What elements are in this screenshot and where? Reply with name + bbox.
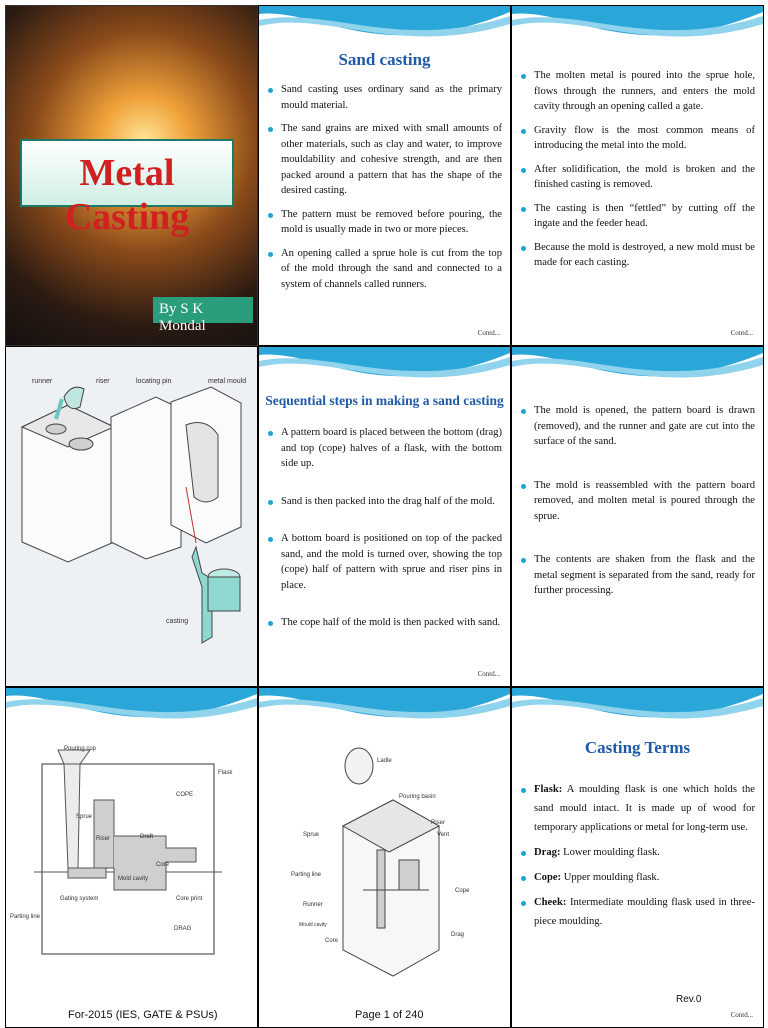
label-riser: riser bbox=[96, 378, 110, 385]
contd-label: Contd... bbox=[730, 329, 753, 337]
bullet-item: Gravity flow is the most common means of introducing the metal into the mold. bbox=[520, 123, 755, 154]
bullet-item: The contents are shaken from the flask and the metal segment is separated from the sand, ready for further processing. bbox=[520, 552, 755, 599]
label-mould-cavity: Mould cavity bbox=[299, 922, 327, 928]
bullet-item: An opening called a sprue hole is cut from the top of the mold through the sand and connected to a system of channels called runners. bbox=[267, 246, 502, 293]
slide-title: Sand casting bbox=[338, 50, 431, 69]
label-flask: Flask bbox=[218, 770, 233, 776]
slide-5-sequential-steps bbox=[258, 346, 511, 687]
slide-title: Casting Terms bbox=[584, 738, 691, 757]
label-sprue: Sprue bbox=[303, 832, 320, 838]
label-draft: Draft bbox=[140, 834, 154, 840]
slide-7-mould-section-diagram bbox=[5, 687, 258, 1028]
label-drag: Drag bbox=[451, 932, 465, 938]
bullet-item: The mold is reassembled with the pattern board removed, and molten metal is poured through the sprue. bbox=[520, 478, 755, 525]
slide-2-sand-casting bbox=[258, 5, 511, 346]
slide-9-casting-terms bbox=[511, 687, 764, 1028]
label-core: Core bbox=[325, 938, 339, 944]
slide-8-mould-3d-diagram bbox=[258, 687, 511, 1028]
slide-3-sand-casting-continued bbox=[511, 5, 764, 346]
label-mold-cavity: Mold cavity bbox=[118, 876, 149, 882]
author-badge bbox=[153, 297, 253, 334]
bullet-item: Sand casting uses ordinary sand as the primary mould material. bbox=[267, 82, 502, 113]
bullet-list bbox=[267, 425, 502, 639]
header-wave bbox=[6, 688, 257, 748]
footer-note: For-2015 (IES, GATE & PSUs) bbox=[68, 1009, 218, 1021]
bullet-item: After solidification, the mold is broken and the finished casting is removed. bbox=[520, 162, 755, 193]
bullet-item: The sand grains are mixed with small amounts of other materials, such as clay and water, to improve mouldability and cohesive strength, and are then packed around a pattern that has the shape of the desired casting. bbox=[267, 121, 502, 199]
bullet-list bbox=[267, 82, 502, 300]
contd-label: Contd... bbox=[730, 1011, 753, 1019]
sand-mould-3d-diagram bbox=[259, 740, 510, 980]
bullet-item: Because the mold is destroyed, a new mold must be made for each casting. bbox=[520, 240, 755, 271]
header-wave bbox=[512, 6, 763, 66]
label-riser: Riser bbox=[96, 836, 111, 842]
presentation-title: Metal Casting bbox=[64, 152, 190, 238]
slide-6-sequential-steps-continued bbox=[511, 346, 764, 687]
bullet-item: The molten metal is poured into the sprue hole, flows through the runners, and enters the mold cavity through an opening called a gate. bbox=[520, 68, 755, 115]
permanent-mould-diagram bbox=[6, 347, 257, 686]
page-number: Page 1 of 240 bbox=[355, 1009, 424, 1021]
label-core: Core bbox=[156, 862, 170, 868]
header-wave bbox=[512, 347, 763, 407]
slide-1-title bbox=[5, 5, 258, 346]
bullet-item: Sand is then packed into the drag half of the mold. bbox=[267, 494, 502, 510]
bullet-item: A bottom board is positioned on top of the packed sand, and the mold is turned over, showing the top (cope) half of pattern with sprue and riser pins in place. bbox=[267, 531, 502, 593]
sand-mould-section-diagram bbox=[6, 740, 257, 970]
header-wave bbox=[259, 688, 510, 748]
terms-list bbox=[520, 780, 755, 939]
bullet-item: The casting is then “fettled” by cutting off the ingate and the feeder head. bbox=[520, 201, 755, 232]
author-name: By S K Mondal bbox=[159, 301, 206, 334]
label-parting-line: Parting line bbox=[291, 872, 322, 878]
label-gating-system: Gating system bbox=[60, 896, 99, 902]
label-metal-mould: metal mould bbox=[208, 378, 247, 385]
label-runner: runner bbox=[32, 378, 53, 385]
label-locating-pin: locating pin bbox=[136, 378, 172, 385]
slide-title: Sequential steps in making a sand casting bbox=[265, 393, 504, 408]
label-vent: Vent bbox=[437, 832, 450, 838]
label-pouring-basin: Pouring basin bbox=[399, 794, 436, 800]
label-cope: Cope bbox=[455, 888, 470, 894]
label-core-print: Core print bbox=[176, 896, 203, 902]
term-item: Cheek: Intermediate moulding flask used in three-piece moulding. bbox=[520, 893, 755, 931]
title-banner bbox=[20, 139, 234, 238]
label-pouring-cup: Pouring cup bbox=[64, 746, 97, 752]
label-sprue: Sprue bbox=[76, 814, 93, 820]
label-drag: DRAG bbox=[174, 926, 192, 932]
bullet-item: The cope half of the mold is then packed with sand. bbox=[267, 615, 502, 631]
bullet-item: The mold is opened, the pattern board is drawn (removed), and the runner and gate are cut into the surface of the sand. bbox=[520, 403, 755, 450]
bullet-item: The pattern must be removed before pouring, the mold is usually made in two or more pieces. bbox=[267, 207, 502, 238]
label-parting-line: Parting line bbox=[10, 914, 41, 920]
label-riser: Riser bbox=[431, 820, 446, 826]
slide-4-mould-diagram bbox=[5, 346, 258, 687]
bullet-list bbox=[520, 68, 755, 279]
contd-label: Contd... bbox=[477, 329, 500, 337]
label-runner: Runner bbox=[303, 902, 323, 908]
revision-label: Rev.0 bbox=[676, 994, 702, 1005]
contd-label: Contd... bbox=[477, 670, 500, 678]
bullet-item: A pattern board is placed between the bottom (drag) and top (cope) halves of a flask, with the bottom side up. bbox=[267, 425, 502, 472]
label-ladle: Ladle bbox=[377, 758, 392, 764]
bullet-list bbox=[520, 403, 755, 607]
term-item: Cope: Upper moulding flask. bbox=[520, 868, 755, 887]
term-item: Flask: A moulding flask is one which holds the sand mould intact. It is made up of wood for temporary applications or metal for long-term use. bbox=[520, 780, 755, 837]
term-item: Drag: Lower moulding flask. bbox=[520, 843, 755, 862]
label-cope: COPE bbox=[176, 792, 194, 798]
label-casting: casting bbox=[166, 618, 189, 625]
